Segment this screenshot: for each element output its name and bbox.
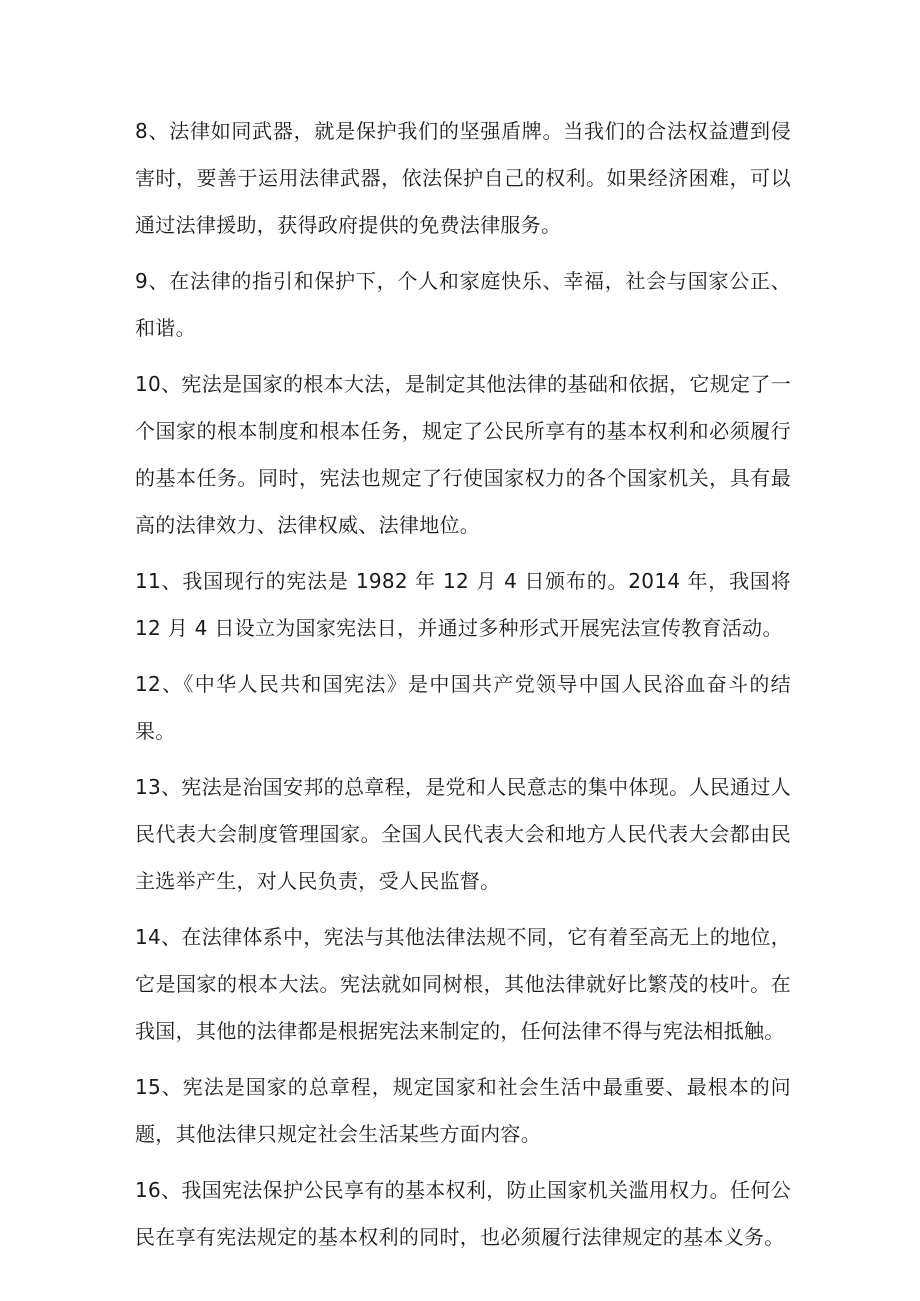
document-body <box>135 108 791 1270</box>
paragraph-11: 11、我国现行的宪法是 1982 年 12 月 4 日颁布的。2014 年，我国将 12 月 4 日设立为国家宪法日，并通过多种形式开展宪法宣传教育活动。 <box>135 569 791 640</box>
paragraph-9: 9、在法律的指引和保护下，个人和家庭快乐、幸福，社会与国家公正、和谐。 <box>135 269 791 340</box>
paragraph-10: 10、宪法是国家的根本大法，是制定其他法律的基础和依据，它规定了一个国家的根本制度和根本任务，规定了公民所享有的基本权利和必须履行的基本任务。同时，宪法也规定了行使国家权力的各个国家机关，具有最高的法律效力、法律权威、法律地位。 <box>135 372 791 537</box>
paragraph-16: 16、我国宪法保护公民享有的基本权利，防止国家机关滥用权力。任何公民在享有宪法规定的基本权利的同时，也必须履行法律规定的基本义务。 <box>135 1178 791 1249</box>
paragraph-15: 15、宪法是国家的总章程，规定国家和社会生活中最重要、最根本的问题，其他法律只规定社会生活某些方面内容。 <box>135 1075 791 1146</box>
paragraph-8: 8、法律如同武器，就是保护我们的坚强盾牌。当我们的合法权益遭到侵害时，要善于运用法律武器，依法保护自己的权利。如果经济困难，可以通过法律援助，获得政府提供的免费法律服务。 <box>135 119 791 237</box>
paragraph-14: 14、在法律体系中，宪法与其他法律法规不同，它有着至高无上的地位，它是国家的根本大法。宪法就如同树根，其他法律就好比繁茂的枝叶。在我国，其他的法律都是根据宪法来制定的，任何法律不得与宪法相抵触。 <box>135 925 791 1043</box>
paragraph-12: 12、《中华人民共和国宪法》是中国共产党领导中国人民浴血奋斗的结果。 <box>135 672 791 743</box>
paragraph-13: 13、宪法是治国安邦的总章程，是党和人民意志的集中体现。人民通过人民代表大会制度管理国家。全国人民代表大会和地方人民代表大会都由民主选举产生，对人民负责，受人民监督。 <box>135 775 791 893</box>
